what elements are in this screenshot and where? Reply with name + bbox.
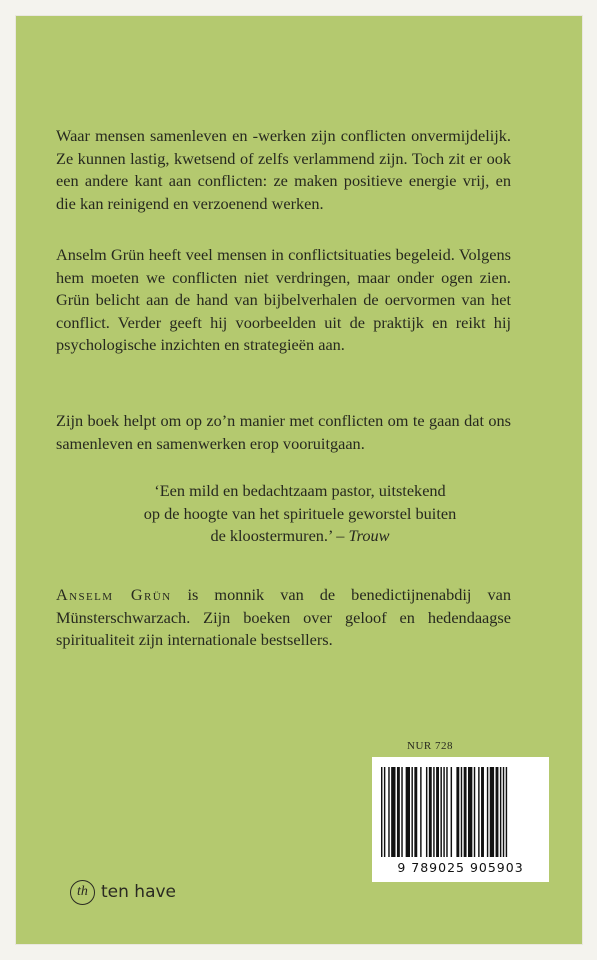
- quote-line-3-text: de kloostermuren.’ –: [210, 526, 349, 546]
- barcode-bar: [461, 767, 462, 857]
- barcode-bar: [500, 767, 501, 857]
- blurb-text-1: Waar mensen samenleven en -werken zijn conflicten onvermijdelijk. Ze kunnen lastig, kwetsend of zelfs verlammend zijn. Toch zit er ook een andere kant aan conflicten: ze maken positieve energie vrij, en die kan reinigend en verzoenend werken.: [56, 126, 511, 213]
- quote-line-1: ‘Een mild en bedachtzaam pastor, uitstekend: [154, 481, 446, 500]
- barcode: [372, 757, 549, 882]
- barcode-bar: [456, 767, 459, 857]
- barcode-bar: [411, 767, 412, 857]
- barcode-bar: [481, 767, 484, 857]
- barcode-bar: [496, 767, 499, 857]
- barcode-bar: [426, 767, 427, 857]
- barcode-bar: [433, 767, 434, 857]
- barcode-bar: [397, 767, 400, 857]
- barcode-bar: [388, 767, 389, 857]
- barcode-bar: [381, 767, 382, 857]
- publisher-name: ten have: [101, 882, 177, 902]
- barcode-bar: [429, 767, 432, 857]
- quote-line-3: [60, 525, 540, 548]
- barcode-bar: [468, 767, 472, 857]
- review-quote: [60, 480, 540, 548]
- barcode-bar: [406, 767, 410, 857]
- barcode-bar: [503, 767, 504, 857]
- blurb-text-2: Anselm Grün heeft veel mensen in conflictsituaties begeleid. Volgens hem moeten we conflicten niet verdringen, maar onder ogen zien. Grün belicht aan de hand van bijbelverhalen de oervormen van het conflict. Verder geeft hij voorbeelden uit de praktijk en reikt hij psychologische inzichten en strategieën aan.: [56, 245, 511, 355]
- barcode-bar: [443, 767, 444, 857]
- blurb-paragraph-2: [56, 244, 511, 357]
- barcode-bar: [451, 767, 452, 857]
- publisher-mark-icon: th: [70, 880, 95, 905]
- publisher-logo: [70, 878, 176, 906]
- barcode-bar: [487, 767, 488, 857]
- barcode-bars: [381, 767, 540, 857]
- author-name: Anselm Grün: [56, 585, 172, 604]
- blurb-paragraph-3: [56, 410, 511, 455]
- barcode-bar: [506, 767, 507, 857]
- barcode-bar: [384, 767, 385, 857]
- barcode-bar: [391, 767, 395, 857]
- barcode-bar: [446, 767, 447, 857]
- author-bio: [56, 584, 511, 652]
- blurb-paragraph-1: [56, 125, 511, 215]
- barcode-bar: [420, 767, 421, 857]
- barcode-bar: [474, 767, 475, 857]
- barcode-bar: [414, 767, 417, 857]
- nur-code: NUR 728: [407, 740, 453, 752]
- quote-source: Trouw: [348, 526, 390, 546]
- author-bio-text: [56, 584, 511, 652]
- barcode-bar: [464, 767, 467, 857]
- barcode-bar: [478, 767, 479, 857]
- barcode-bar: [490, 767, 494, 857]
- blurb-text-3: Zijn boek helpt om op zo’n manier met conflicten om te gaan dat ons samenleven en samenwerken erop vooruitgaan.: [56, 411, 511, 453]
- quote-line-2: op de hoogte van het spirituele geworstel buiten: [143, 503, 457, 523]
- barcode-bar: [401, 767, 402, 857]
- isbn-number: 9 789025 905903: [397, 860, 524, 875]
- barcode-bar: [436, 767, 439, 857]
- author-bio-body: is monnik van de benedictijnenabdij van Münsterschwarzach. Zijn boeken over geloof en hedendaagse spiritualiteit zijn internationale bestsellers.: [56, 585, 511, 650]
- barcode-bar: [440, 767, 441, 857]
